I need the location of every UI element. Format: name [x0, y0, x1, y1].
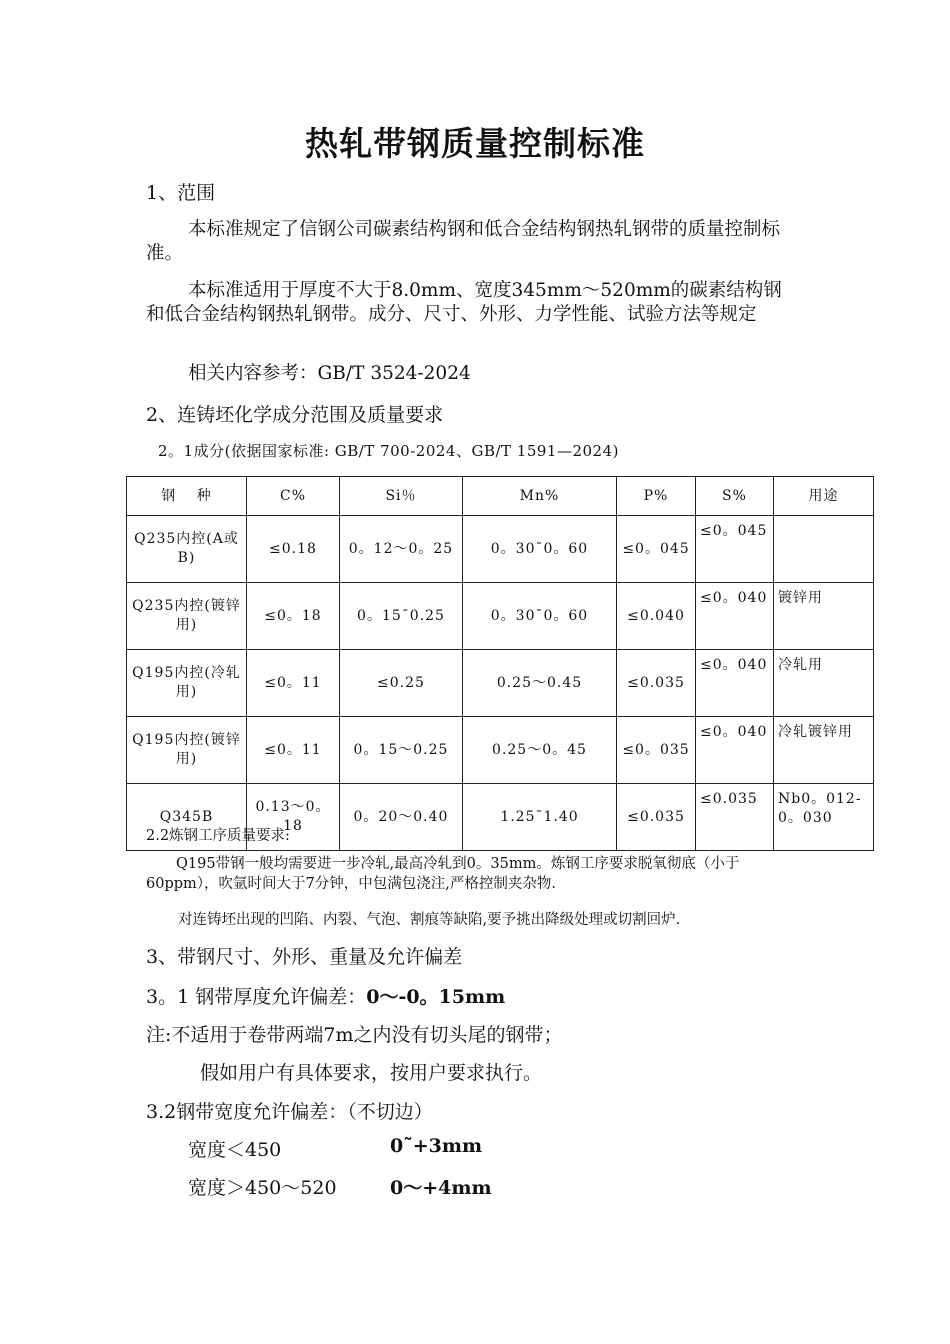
section-2-1-heading: 2。1成分(依据国家标准: GB/T 700-2024、GB/T 1591—2024)	[158, 442, 619, 460]
cell-mn: 0。30¯0。60	[463, 583, 617, 650]
cell-grade: Q345B	[127, 784, 247, 851]
cell-mn: 0。30¯0。60	[463, 516, 617, 583]
table-row	[127, 583, 874, 650]
cell-si: 0。15¯0.25	[340, 583, 463, 650]
width-row-2-value: 0～+4mm	[390, 1177, 492, 1199]
cell-grade: Q195内控(镀锌用)	[127, 717, 247, 784]
cell-si: ≤0.25	[340, 650, 463, 717]
width-row-2-label: 宽度＞450～520	[188, 1177, 337, 1199]
cell-c: 0.13～0。18	[247, 784, 340, 851]
section-2-2-heading: 2.2炼钢工序质量要求:	[146, 828, 290, 844]
cell-p: ≤0。045	[617, 516, 696, 583]
cell-s: ≤0。040	[696, 650, 774, 717]
cell-p: ≤0。035	[617, 717, 696, 784]
width-row-1-value: 0˜+3mm	[390, 1135, 483, 1157]
cell-usage: Nb0。012-0。030	[774, 784, 874, 851]
cell-c: ≤0.18	[247, 516, 340, 583]
width-tolerance-heading: 3.2钢带宽度允许偏差：（不切边）	[146, 1101, 433, 1123]
cell-c: ≤0。11	[247, 717, 340, 784]
cell-p: ≤0.035	[617, 784, 696, 851]
section-3-heading: 3、带钢尺寸、外形、重量及允许偏差	[146, 946, 463, 968]
cell-s: ≤0。040	[696, 717, 774, 784]
reference-line: 相关内容参考：GB/T 3524-2024	[188, 363, 471, 384]
cell-si: 0。20～0.40	[340, 784, 463, 851]
header-c: C%	[247, 477, 340, 516]
cell-mn: 0.25～0.45	[463, 650, 617, 717]
thickness-tolerance-value: 0～-0。15mm	[366, 986, 506, 1008]
cell-c: ≤0。18	[247, 583, 340, 650]
cell-mn: 1.25¯1.40	[463, 784, 617, 851]
header-usage: 用途	[774, 477, 874, 516]
cell-s: ≤0。045	[696, 516, 774, 583]
cell-s: ≤0。040	[696, 583, 774, 650]
cell-s: ≤0.035	[696, 784, 774, 851]
cell-usage: 冷轧用	[774, 650, 874, 717]
header-p: P%	[617, 477, 696, 516]
cell-si: 0。15～0.25	[340, 717, 463, 784]
width-row-1-label: 宽度＜450	[188, 1139, 282, 1161]
header-s: S%	[696, 477, 774, 516]
cell-si: 0。12～0。25	[340, 516, 463, 583]
header-si: Si％	[340, 477, 463, 516]
header-mn: Mn%	[463, 477, 617, 516]
cell-grade: Q235内控(镀锌用)	[127, 583, 247, 650]
cell-grade: Q195内控(冷轧用)	[127, 650, 247, 717]
cell-usage	[774, 516, 874, 583]
composition-table	[126, 476, 874, 851]
thickness-tolerance-label: 3。1 钢带厚度允许偏差：	[146, 986, 367, 1008]
header-grade: 钢 种	[127, 477, 247, 516]
cell-usage: 冷轧镀锌用	[774, 717, 874, 784]
cell-grade: Q235内控(A或B)	[127, 516, 247, 583]
cell-usage: 镀锌用	[774, 583, 874, 650]
note-line-1: 注:不适用于卷带两端7m之内没有切头尾的钢带；	[146, 1024, 563, 1046]
cell-mn: 0.25～0。45	[463, 717, 617, 784]
section-2-heading: 2、连铸坯化学成分范围及质量要求	[146, 404, 444, 426]
section-1-heading: 1、范围	[146, 182, 216, 204]
table-row	[127, 717, 874, 784]
defect-paragraph: 对连铸坯出现的凹陷、内裂、气泡、割痕等缺陷,要予挑出降级处理或切割回炉.	[178, 912, 681, 928]
table-row	[127, 650, 874, 717]
note-line-2: 假如用户有具体要求，按用户要求执行。	[200, 1062, 543, 1084]
page-title: 热轧带钢质量控制标准	[305, 124, 645, 163]
cell-c: ≤0。11	[247, 650, 340, 717]
scope-paragraph-2: 本标准适用于厚度不大于8.0mm、宽度345mm～520mm的碳素结构钢和低合金结构钢热轧钢带。成分、尺寸、外形、力学性能、试验方法等规定	[146, 280, 782, 325]
table-row	[127, 516, 874, 583]
table-header-row	[127, 477, 874, 516]
scope-paragraph-1: 本标准规定了信钢公司碳素结构钢和低合金结构钢热轧钢带的质量控制标准。	[146, 219, 781, 264]
cell-p: ≤0.035	[617, 650, 696, 717]
thickness-tolerance-line	[146, 982, 505, 1009]
steelmaking-paragraph: Q195带钢一般均需要进一步冷轧,最高冷轧到0。35mm。炼钢工序要求脱氧彻底（小于60ppm），吹氩时间大于7分钟，中包满包浇注,严格控制夹杂物.	[146, 856, 740, 892]
cell-p: ≤0.040	[617, 583, 696, 650]
